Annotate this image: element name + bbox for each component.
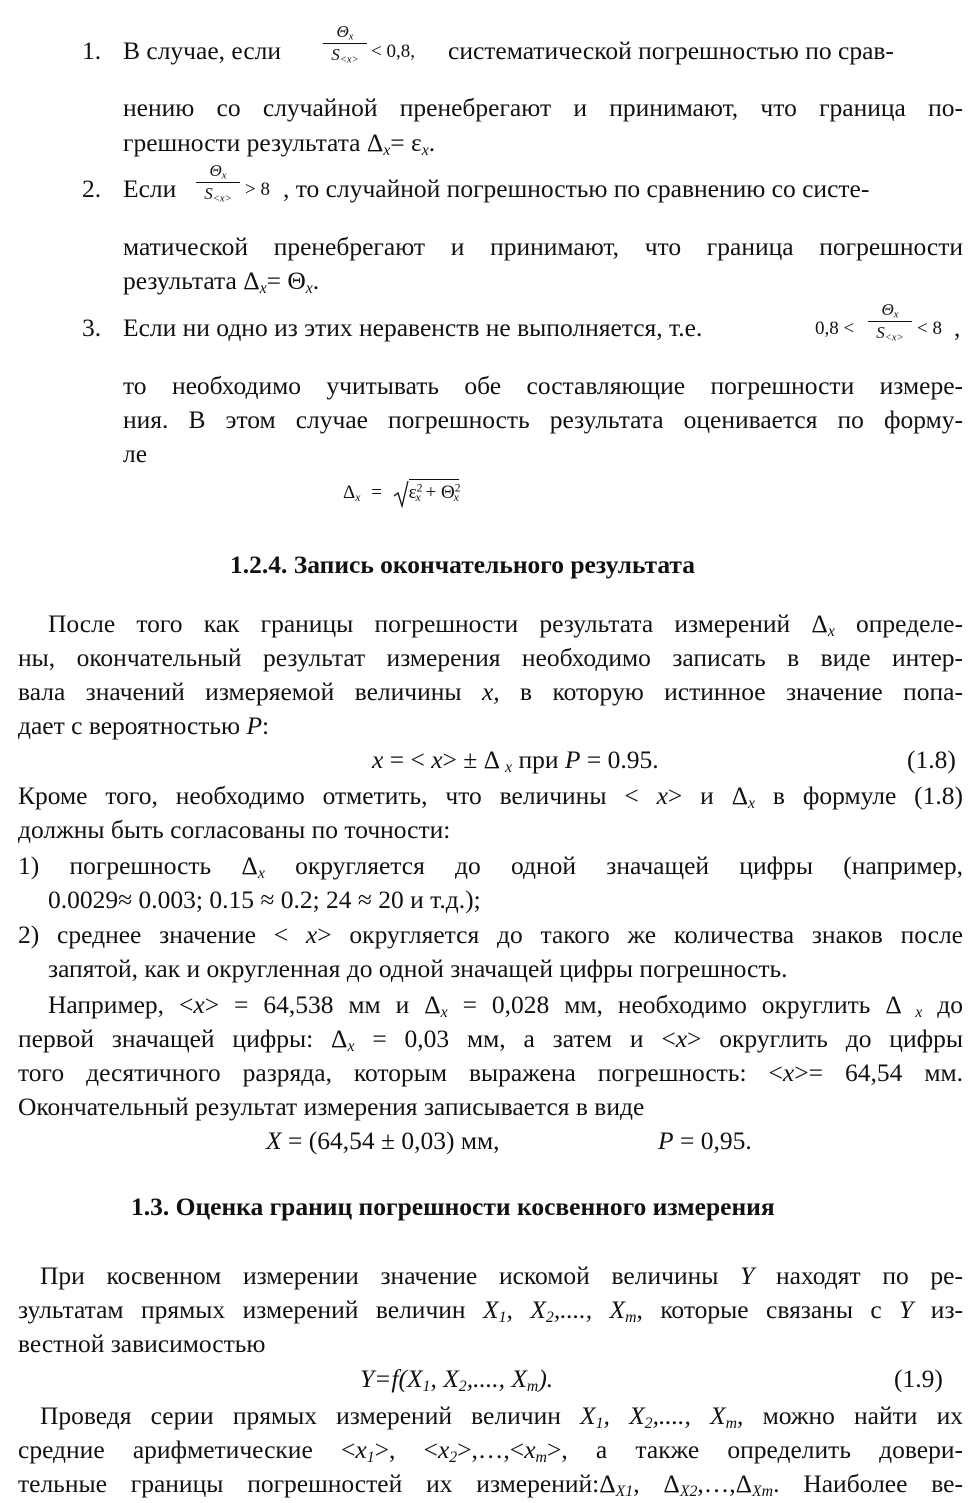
paragraph-line: средние арифметические $<x_1>$, $<x_2>,\dots,<x_m>$, а также определить довери- (18, 1435, 963, 1466)
paragraph-line: После того как границы погрешности результата измерений $\Delta_x$ определе- (48, 609, 963, 640)
fraction-theta-over-s: $\Theta_x$ $S_{<x>}$ (868, 300, 912, 343)
paragraph-line: зультатам прямых измерений величин $X_1$, $X_2$,...., $X_m$, которые связаны с Y из- (18, 1295, 964, 1326)
item3-line2: то необходимо учитывать обе составляющие погрешности измере- (123, 371, 963, 400)
item1-line2: нению со случайной пренебрегают и принимают, что граница по- (123, 93, 963, 122)
paragraph-line: вала значений измеряемой величины x, в которую истинное значение попа- (18, 677, 963, 706)
formula-1-9: $Y=f(X_1$, $X_2$,...., $X_m$). (360, 1364, 554, 1395)
final-result-formula: X = (64,54 ± 0,03) мм, (266, 1126, 500, 1155)
item2-inequality: > 8 (245, 179, 270, 200)
formula-number: (1.8) (907, 745, 956, 774)
paragraph-line: Проведя серии прямых измерений величин $X_1$, $X_2$,...., $X_m$, можно найти их (40, 1401, 963, 1432)
list-number: 3. (82, 313, 102, 342)
paragraph-line: дает с вероятностью P: (18, 711, 270, 740)
fraction-theta-over-s: $\Theta_x$ $S_{<x>}$ (323, 22, 367, 65)
list-number: 2. (82, 174, 102, 203)
sqrt-sign-icon (393, 479, 409, 509)
error-sum-formula: $\Delta_x = \varepsilon^2_x + \Theta^2_x$ (343, 476, 459, 510)
paragraph-line: Окончательный результат измерения записывается в виде (18, 1092, 645, 1121)
rule-item-1-cont: 0.0029≈ 0.003; 0.15 ≈ 0.2; 24 ≈ 20 и т.д.); (48, 885, 481, 914)
list-number: 1. (82, 36, 102, 65)
paragraph-line: первой значащей цифры: $\Delta_x = 0,03$ мм, а затем и <x> округлить до цифры (18, 1024, 963, 1055)
paragraph-line: При косвенном измерении значение искомой величины Y находят по ре- (40, 1261, 963, 1290)
paragraph-line: Например, <x> = 64,538 мм и $\Delta_x = 0,028$ мм, необходимо округлить Δ $_x$ до (48, 990, 963, 1021)
item3-head: Если ни одно из этих неравенств не выполняется, т.е. (123, 313, 703, 342)
paragraph-line: должны быть согласованы по точности: (18, 815, 451, 844)
item1-tail: систематической погрешностью по срав- (448, 36, 894, 65)
section-heading: 1.2.4. Запись окончательного результата (230, 550, 696, 579)
fraction-theta-over-s: $\Theta_x$ $S_{<x>}$ (196, 161, 240, 204)
item2-head: Если (123, 174, 177, 203)
final-result-probability: P = 0,95. (658, 1126, 752, 1155)
paragraph-line: ны, окончательный результат измерения необходимо записать в виде интер- (18, 643, 963, 672)
item3-line4: ле (123, 439, 148, 468)
item2-tail: , то случайной погрешностью по сравнению со систе- (283, 174, 870, 203)
item1-head: В случае, если (123, 36, 282, 65)
item2-line2: матической пренебрегают и принимают, что граница погрешности (123, 232, 963, 261)
formula-1-8: x = < x> ± Δ $_x$ при P = 0.95. (372, 745, 659, 776)
paragraph-line: тельные границы погрешностей их $измерений:\Delta_{X1}$, $\Delta_{X2},\dots,\Delta_{Xm}$. Наиболее ве- (18, 1469, 963, 1500)
item3-lhs: 0,8 < (815, 318, 855, 339)
paragraph-line: того десятичного разряда, которым выражена погрешность: <x>= 64,54 мм. (18, 1058, 963, 1087)
section-heading: 1.3. Оценка границ погрешности косвенного измерения (131, 1192, 775, 1221)
item3-line3: ния. В этом случае погрешность результата оценивается по форму- (123, 405, 963, 434)
formula-number: (1.9) (894, 1364, 943, 1393)
item1-inequality: < 0,8, (371, 41, 415, 62)
paragraph-line: вестной зависимостью (18, 1329, 266, 1358)
rule-item-1: 1) погрешность $\Delta_x$ округляется до одной значащей цифры (например, (18, 851, 963, 882)
item3-comma: , (954, 313, 961, 342)
rule-item-2-cont: запятой, как и округленная до одной значащей цифры погрешность. (48, 954, 788, 983)
rule-item-2: 2) среднее значение < x> округляется до такого же количества знаков после (18, 920, 963, 949)
item2-line3: результата $\Delta_x= \Theta_x$. (123, 266, 320, 297)
item3-rhs: < 8 (917, 318, 942, 339)
paragraph-line: Кроме того, необходимо отметить, что величины < x> и $\Delta_x$ в формуле (1.8) (18, 781, 963, 812)
item1-line3: грешности результата $\Delta_x= \varepsilon_x$. (123, 128, 436, 159)
